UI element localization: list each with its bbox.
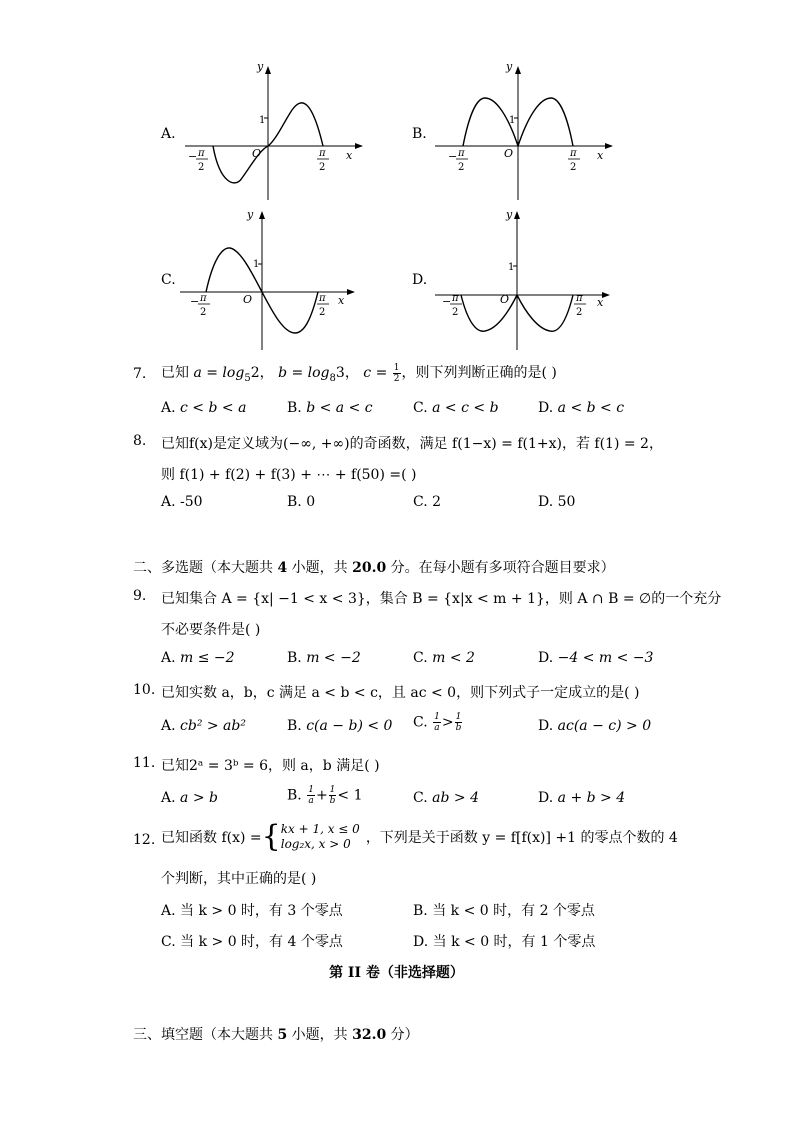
q9-option-b: B. m < −2 — [287, 650, 361, 666]
q11-b-lt: < 1 — [337, 787, 363, 804]
q7-b-expr: b = log — [278, 365, 330, 381]
q11-number: 11. — [133, 755, 156, 771]
graph-b-x-label: x — [597, 149, 604, 162]
graph-b-origin: O — [504, 147, 514, 160]
q8-option-c: C. 2 — [413, 494, 442, 510]
q8-option-b: B. 0 — [287, 494, 316, 510]
graph-b-one: 1 — [509, 115, 516, 126]
q8-number: 8. — [133, 433, 147, 449]
q11-b-frac-a: $\frac{1}{a}$ — [308, 785, 314, 806]
q11-option-a: A. a > b — [161, 790, 218, 806]
graph-b-pos-pi: π — [570, 148, 577, 159]
q7-c-expr: c = — [363, 365, 392, 381]
q7-b-arg: 3， — [335, 365, 359, 381]
q7-number: 7. — [133, 366, 147, 382]
q7-c-fraction: $\frac{1}{2}$ — [393, 362, 400, 384]
q7-option-c: C. a < c < b — [413, 400, 499, 416]
graph-b-pos-two: 2 — [570, 162, 577, 173]
graph-c-origin: O — [243, 293, 253, 306]
graph-d-pos-two: 2 — [576, 307, 583, 318]
q10-option-a: A. cb² > ab² — [161, 718, 246, 734]
q7-option-b: B. b < a < c — [287, 400, 373, 416]
q12-case-1: kx + 1, x ≤ 0 — [280, 822, 360, 836]
q12-brace: { — [261, 819, 281, 854]
q11-b-frac-b: $\frac{1}{b}$ — [329, 785, 336, 806]
graph-a-neg-pi: π — [198, 148, 205, 159]
graph-c-neg-pi: π — [200, 293, 207, 304]
q10-c-frac-b: $\frac{1}{b}$ — [455, 712, 462, 733]
q7-a-expr: a = log — [193, 365, 245, 381]
graph-a-x-label: x — [346, 149, 353, 162]
q11-option-d: D. a + b > 4 — [538, 790, 626, 806]
graph-b-neg-minus: − — [448, 150, 458, 163]
q9-number: 9. — [133, 588, 147, 604]
graph-a-pos-two: 2 — [319, 162, 326, 173]
graph-a-pos-pi: π — [319, 148, 326, 159]
q7-option-d: D. a < b < c — [538, 400, 625, 416]
q8-option-d: D. 50 — [538, 494, 576, 510]
q9-option-c: C. m < 2 — [413, 650, 475, 666]
q11-stem: 已知2ᵃ = 3ᵇ = 6，则 a，b 满足( ) — [161, 758, 380, 774]
graph-a-origin: O — [252, 147, 262, 160]
q7-option-a: A. c < b < a — [161, 400, 247, 416]
q12-number: 12. — [133, 832, 156, 848]
q10-stem: 已知实数 a，b，c 满足 a < b < c，且 ac < 0，则下列式子一定成立的是( ) — [161, 685, 640, 701]
section-2-heading: 二、多选题（本大题共 4 小题，共 20.0 分。在每小题有多项符合题目要求） — [133, 560, 615, 576]
q10-option-d: D. ac(a − c) > 0 — [538, 718, 652, 734]
graph-c-x-label: x — [338, 294, 345, 307]
graph-c-one: 1 — [253, 259, 260, 270]
graph-a-neg-two: 2 — [198, 162, 205, 173]
q12-option-b: B. 当 k < 0 时，有 2 个零点 — [413, 903, 595, 919]
q12-line2: 个判断，其中正确的是( ) — [161, 871, 317, 887]
q12-prefix: 已知函数 f(x) = — [161, 830, 262, 846]
q8-line2: 则 f(1) + f(2) + f(3) + ⋯ + f(50) =( ) — [161, 467, 417, 483]
graph-c-y-label: y — [247, 208, 254, 221]
q8-line1: 已知f(x)是定义域为(−∞, +∞)的奇函数，满足 f(1−x) = f(1+x)，若 f(1) = 2， — [161, 436, 663, 452]
q11-b-plus: + — [315, 787, 328, 804]
q7-b-base: 8 — [329, 372, 336, 384]
graph-d-neg-two: 2 — [452, 307, 459, 318]
graph-c-pos-pi: π — [319, 293, 326, 304]
q7-stem — [161, 362, 557, 384]
section-3-heading: 三、填空题（本大题共 5 小题，共 32.0 分） — [133, 1027, 419, 1043]
graph-b-y-label: y — [506, 60, 513, 73]
graph-d-pos-pi: π — [576, 293, 583, 304]
graph-c-pos-two: 2 — [319, 307, 326, 318]
graph-d-one: 1 — [508, 262, 515, 273]
q12-suffix: ，下列是关于函数 y = f[f(x)] +1 的零点个数的 4 — [365, 830, 678, 846]
q12-option-a: A. 当 k > 0 时，有 3 个零点 — [161, 903, 343, 919]
q9-option-d: D. −4 < m < −3 — [538, 650, 654, 666]
part-2-title: 第 II 卷（非选择题） — [329, 965, 464, 981]
q9-option-a: A. m ≤ −2 — [161, 650, 235, 666]
q12-stem — [161, 819, 678, 854]
graph-c-label: C. — [161, 272, 176, 288]
q12-cases — [281, 822, 360, 852]
graph-d-x-label: x — [597, 296, 604, 309]
q9-line2: 不必要条件是( ) — [161, 622, 261, 638]
graph-d — [430, 205, 620, 350]
q8-option-a: A. -50 — [161, 494, 203, 510]
graph-b — [430, 60, 620, 200]
graph-b-label: B. — [412, 126, 427, 142]
graph-b-neg-two: 2 — [458, 162, 465, 173]
q10-number: 10. — [133, 682, 156, 698]
q7-a-base: 5 — [244, 372, 251, 384]
q10-option-b: B. c(a − b) < 0 — [287, 718, 393, 734]
graph-d-y-label: y — [506, 208, 513, 221]
graph-a — [180, 60, 370, 200]
q9-line1: 已知集合 A = {x| −1 < x < 3}，集合 B = {x|x < m + 1}，则 A ∩ B = ∅的一个充分 — [161, 591, 722, 607]
graph-c-neg-two: 2 — [200, 307, 207, 318]
graph-a-y-label: y — [257, 60, 264, 73]
graph-a-neg-minus: − — [188, 150, 198, 163]
graph-b-neg-pi: π — [458, 148, 465, 159]
q7-stem-prefix: 已知 — [161, 365, 189, 381]
q11-option-b: B. $\frac{1}{a}$ + $\frac{1}{b}$ < 1 — [287, 785, 363, 806]
graph-d-neg-minus: − — [442, 295, 452, 308]
graph-a-label: A. — [161, 126, 176, 142]
q12-option-c: C. 当 k > 0 时，有 4 个零点 — [161, 934, 343, 950]
graph-d-neg-pi: π — [452, 293, 459, 304]
graph-c-neg-minus: − — [190, 295, 200, 308]
q7-stem-suffix: ，则下列判断正确的是( ) — [401, 365, 557, 381]
q12-case-2: log₂x, x > 0 — [280, 837, 351, 851]
q10-c-gt: > — [441, 714, 454, 731]
q11-option-c: C. ab > 4 — [413, 790, 479, 806]
graph-c — [175, 205, 365, 350]
q10-c-frac-a: $\frac{1}{a}$ — [434, 712, 440, 733]
q10-option-c: C. $\frac{1}{a}$ > $\frac{1}{b}$ — [413, 712, 462, 733]
graph-a-one: 1 — [259, 115, 266, 126]
q12-option-d: D. 当 k < 0 时，有 1 个零点 — [413, 934, 596, 950]
graph-d-label: D. — [412, 272, 428, 288]
graph-d-origin: O — [500, 293, 510, 306]
q7-a-arg: 2， — [250, 365, 274, 381]
